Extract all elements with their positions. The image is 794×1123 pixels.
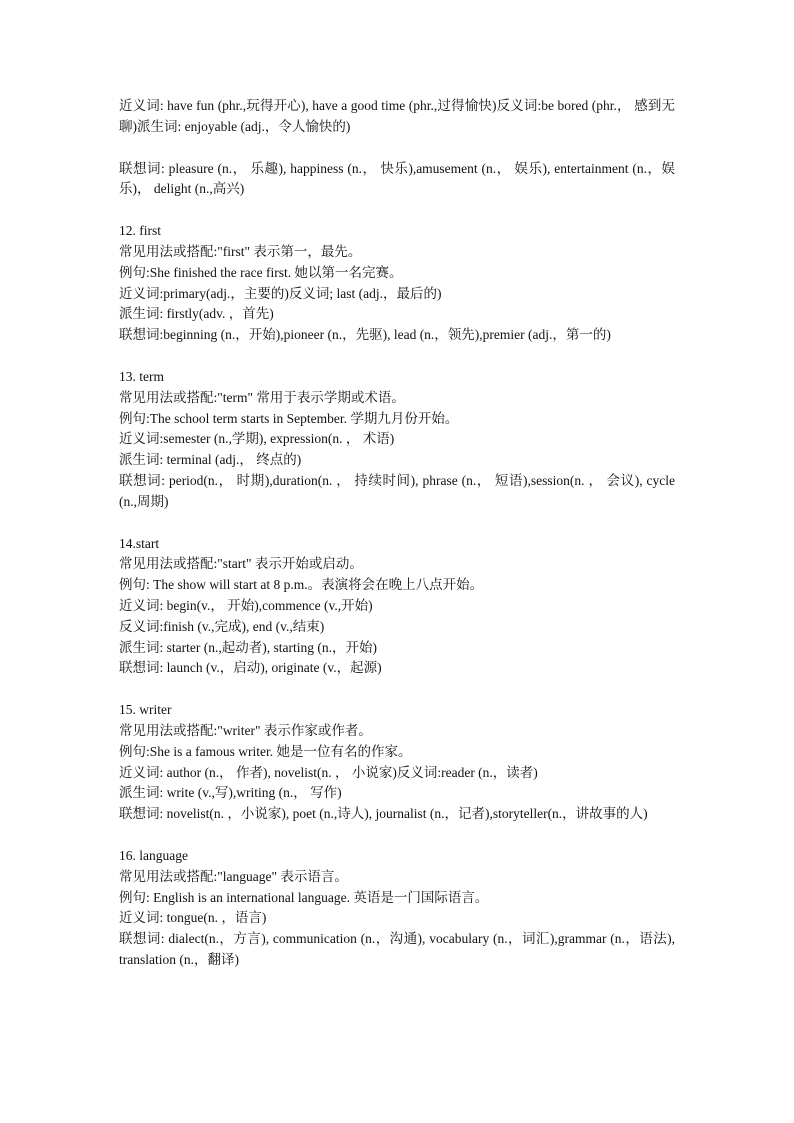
entry-antonyms-line: 反义词:finish (v.,完成), end (v.,结束)	[119, 618, 325, 634]
entry-usage-line: 常见用法或搭配:"writer" 表示作家或作者。	[119, 722, 372, 738]
entry-first	[119, 221, 675, 346]
entry-example-line: 例句:The school term starts in September. 学期九月份开始。	[119, 410, 459, 426]
intro-synonyms-line: 近义词: have fun (phr.,玩得开心), have a good time (phr.,过得愉快)反义词:be bored (phr.， 感到无聊)派生词: enjoyable (adj.，令人愉快的)	[119, 98, 675, 134]
entry-heading: 15. writer	[119, 702, 172, 718]
entry-derivatives-line: 派生词: write (v.,写),writing (n.， 写作)	[119, 785, 342, 801]
entry-heading: 13. term	[119, 368, 164, 384]
entry-start	[119, 534, 675, 680]
entry-usage-line: 常见用法或搭配:"start" 表示开始或启动。	[119, 556, 363, 572]
entry-term	[119, 367, 675, 513]
entry-association-line: 联想词: launch (v.，启动), originate (v.，起源)	[119, 660, 382, 676]
entry-heading: 16. language	[119, 847, 188, 863]
entry-synonyms-line: 近义词: author (n.， 作者), novelist(n. ， 小说家)反义词:reader (n.，读者)	[119, 764, 538, 780]
entry-writer	[119, 700, 675, 825]
entry-synonyms-line: 近义词: tongue(n. ，语言)	[119, 910, 267, 926]
intro-block	[119, 96, 675, 200]
entry-association-line: 联想词: dialect(n.，方言), communication (n.，沟通), vocabulary (n.，词汇),grammar (n.，语法), translation (n.，翻译)	[119, 931, 675, 967]
entry-language	[119, 846, 675, 971]
intro-association-line: 联想词: pleasure (n.， 乐趣), happiness (n.， 快乐),amusement (n.， 娱乐), entertainment (n.，娱乐)， delight (n.,高兴)	[119, 160, 675, 197]
entry-example-line: 例句:She is a famous writer. 她是一位有名的作家。	[119, 743, 412, 759]
entry-example-line: 例句:She finished the race first. 她以第一名完赛。	[119, 264, 403, 280]
entry-synonyms-line: 近义词:primary(adj.，主要的)反义词; last (adj.，最后的)	[119, 285, 442, 301]
entry-association-line: 联想词: novelist(n. ，小说家), poet (n.,诗人), journalist (n.，记者),storyteller(n.，讲故事的人)	[119, 806, 648, 822]
entry-derivatives-line: 派生词: firstly(adv. ，首先)	[119, 306, 274, 322]
entry-usage-line: 常见用法或搭配:"first" 表示第一，最先。	[119, 243, 362, 259]
entry-synonyms-line: 近义词: begin(v.， 开始),commence (v.,开始)	[119, 597, 373, 613]
entry-synonyms-line: 近义词:semester (n.,学期), expression(n. ， 术语)	[119, 431, 395, 447]
entry-usage-line: 常见用法或搭配:"term" 常用于表示学期或术语。	[119, 389, 405, 405]
entry-example-line: 例句: English is an international language. 英语是一门国际语言。	[119, 889, 489, 905]
entry-heading: 14.start	[119, 535, 160, 551]
entry-derivatives-line: 派生词: terminal (adj.， 终点的)	[119, 452, 302, 468]
entry-usage-line: 常见用法或搭配:"language" 表示语言。	[119, 868, 348, 884]
entry-association-line: 联想词:beginning (n.，开始),pioneer (n.，先驱), lead (n.，领先),premier (adj.，第一的)	[119, 327, 611, 343]
entry-example-line: 例句: The show will start at 8 p.m.。表演将会在晚上八点开始。	[119, 577, 484, 593]
entry-derivatives-line: 派生词: starter (n.,起动者), starting (n.，开始)	[119, 639, 377, 655]
document-page	[119, 96, 675, 992]
entry-association-line: 联想词: period(n.， 时期),duration(n. ， 持续时间), phrase (n.， 短语),session(n. ， 会议), cycle (n.,周期)	[119, 472, 675, 509]
entry-heading: 12. first	[119, 223, 161, 239]
